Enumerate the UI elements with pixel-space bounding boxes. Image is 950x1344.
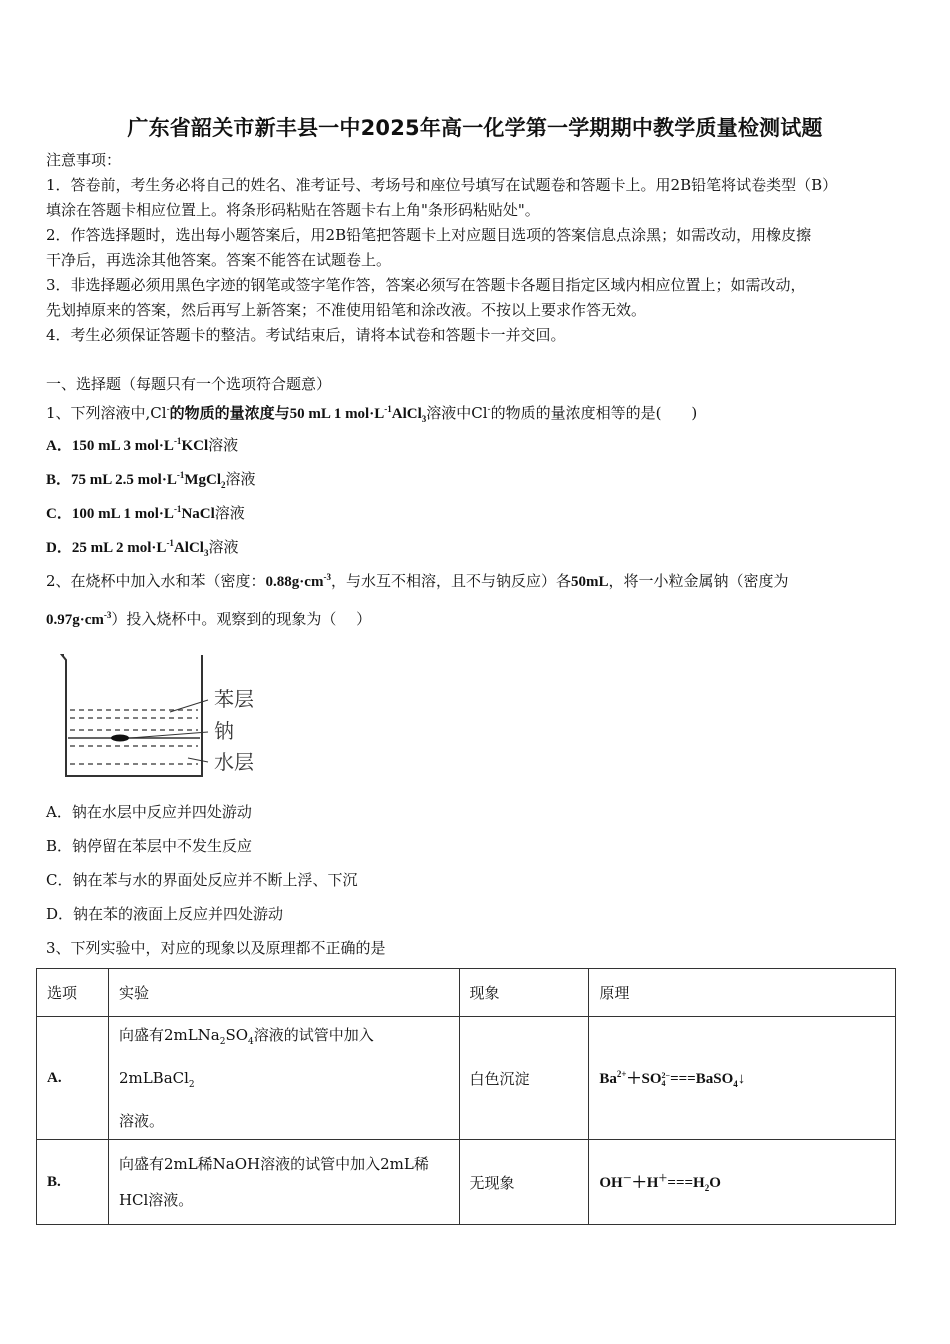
row-b-option: B. xyxy=(37,1140,109,1225)
beaker-diagram xyxy=(58,652,278,787)
row-a-option: A. xyxy=(37,1017,109,1140)
note-1-line-2: 填涂在答题卡相应位置上。将条形码粘贴在答题卡右上角"条形码粘贴处"。 xyxy=(46,201,540,219)
row-a-principle: $Ba^{2+}+SO$ 2− 4 ===BaSO$_4$↓ xyxy=(589,1017,896,1140)
q1-option-b[interactable]: B．75 mL 2.5 $mol\cdot L^{-1}MgCl_2$溶液 xyxy=(46,470,256,490)
page-title: 广东省韶关市新丰县一中2025年高一化学第一学期期中教学质量检测试题 xyxy=(127,116,823,140)
table-header-row xyxy=(37,969,896,1017)
note-3-line-1: 3．非选择题必须用黑色字迹的钢笔或签字笔作答，答案必须写在答题卡各题目指定区域内相应位置上；如需改动， xyxy=(46,276,806,294)
beaker-figure xyxy=(58,652,278,787)
q2-option-c[interactable]: C．钠在苯与水的界面处反应并不断上浮、下沉 xyxy=(46,871,358,889)
note-3-line-2: 先划掉原来的答案，然后再写上新答案；不准使用铅笔和涂改液。不按以上要求作答无效。 xyxy=(46,301,647,319)
label-benzene-layer: 苯层 xyxy=(214,687,254,711)
header-experiment: 实验 xyxy=(108,969,459,1017)
q1-stem: 1、下列溶液中,Cl-的物质的量浓度与50 mL 1 $mol\cdot L^{-1}AlCl_3$溶液中Cl-的物质的量浓度相等的是( ) xyxy=(46,404,698,424)
table-row xyxy=(37,1140,896,1225)
header-phenomenon: 现象 xyxy=(459,969,589,1017)
note-2-line-2: 干净后，再选涂其他答案。答案不能答在试题卷上。 xyxy=(46,251,392,269)
sodium-piece xyxy=(111,735,129,742)
label-sodium: 钠 xyxy=(214,719,234,743)
q2-stem-line-1: 2、在烧杯中加入水和苯（密度：$0.88g\cdot cm^{-3}$，与水互不相溶，且不与钠反应）各50mL，将一小粒金属钠（密度为 xyxy=(46,572,789,590)
note-4: 4．考生必须保证答题卡的整洁。考试结束后，请将本试卷和答题卡一并交回。 xyxy=(46,326,566,344)
q2-option-a[interactable]: A．钠在水层中反应并四处游动 xyxy=(46,803,252,821)
table-row xyxy=(37,1017,896,1140)
row-a-phenomenon: 白色沉淀 xyxy=(459,1017,589,1140)
q3-stem: 3、下列实验中，对应的现象以及原理都不正确的是 xyxy=(46,939,386,957)
row-b-principle: $OH^-+H^+===H_2O$ xyxy=(589,1140,896,1225)
q1-option-c[interactable]: C．100 mL 1 $mol\cdot L^{-1}NaCl$溶液 xyxy=(46,504,245,522)
header-principle: 原理 xyxy=(589,969,896,1017)
section-heading: 一、选择题（每题只有一个选项符合题意） xyxy=(46,375,332,393)
q2-option-d[interactable]: D．钠在苯的液面上反应并四处游动 xyxy=(46,905,284,923)
q1-option-d[interactable]: D．25 mL 2 $mol\cdot L^{-1}AlCl_3$溶液 xyxy=(46,538,239,558)
row-b-phenomenon: 无现象 xyxy=(459,1140,589,1225)
label-water-layer: 水层 xyxy=(214,750,254,774)
note-2-line-1: 2．作答选择题时，选出每小题答案后，用2B铅笔把答题卡上对应题目选项的答案信息点涂黑；如需改动，用橡皮擦 xyxy=(46,226,812,244)
q3-table xyxy=(36,968,896,1225)
q2-stem-line-2: $0.97g\cdot cm^{-3}$）投入烧杯中。观察到的现象为（ ） xyxy=(46,610,372,628)
note-1-line-1: 1．答卷前，考生务必将自己的姓名、准考证号、考场号和座位号填写在试题卷和答题卡上。用2B铅笔将试卷类型（B） xyxy=(46,176,838,194)
notes-heading: 注意事项： xyxy=(46,151,122,169)
row-b-experiment: 向盛有2mL稀NaOH溶液的试管中加入2mL稀 HCl溶液。 xyxy=(108,1140,459,1225)
q1-option-a[interactable]: A．150 mL 3 $mol\cdot L^{-1}KCl$溶液 xyxy=(46,436,239,454)
header-option: 选项 xyxy=(37,969,109,1017)
q2-option-b[interactable]: B．钠停留在苯层中不发生反应 xyxy=(46,837,253,855)
row-a-experiment: 向盛有$2mLNa_2SO_4$溶液的试管中加入2mLBaCl$_2$ 溶液。 xyxy=(108,1017,459,1140)
